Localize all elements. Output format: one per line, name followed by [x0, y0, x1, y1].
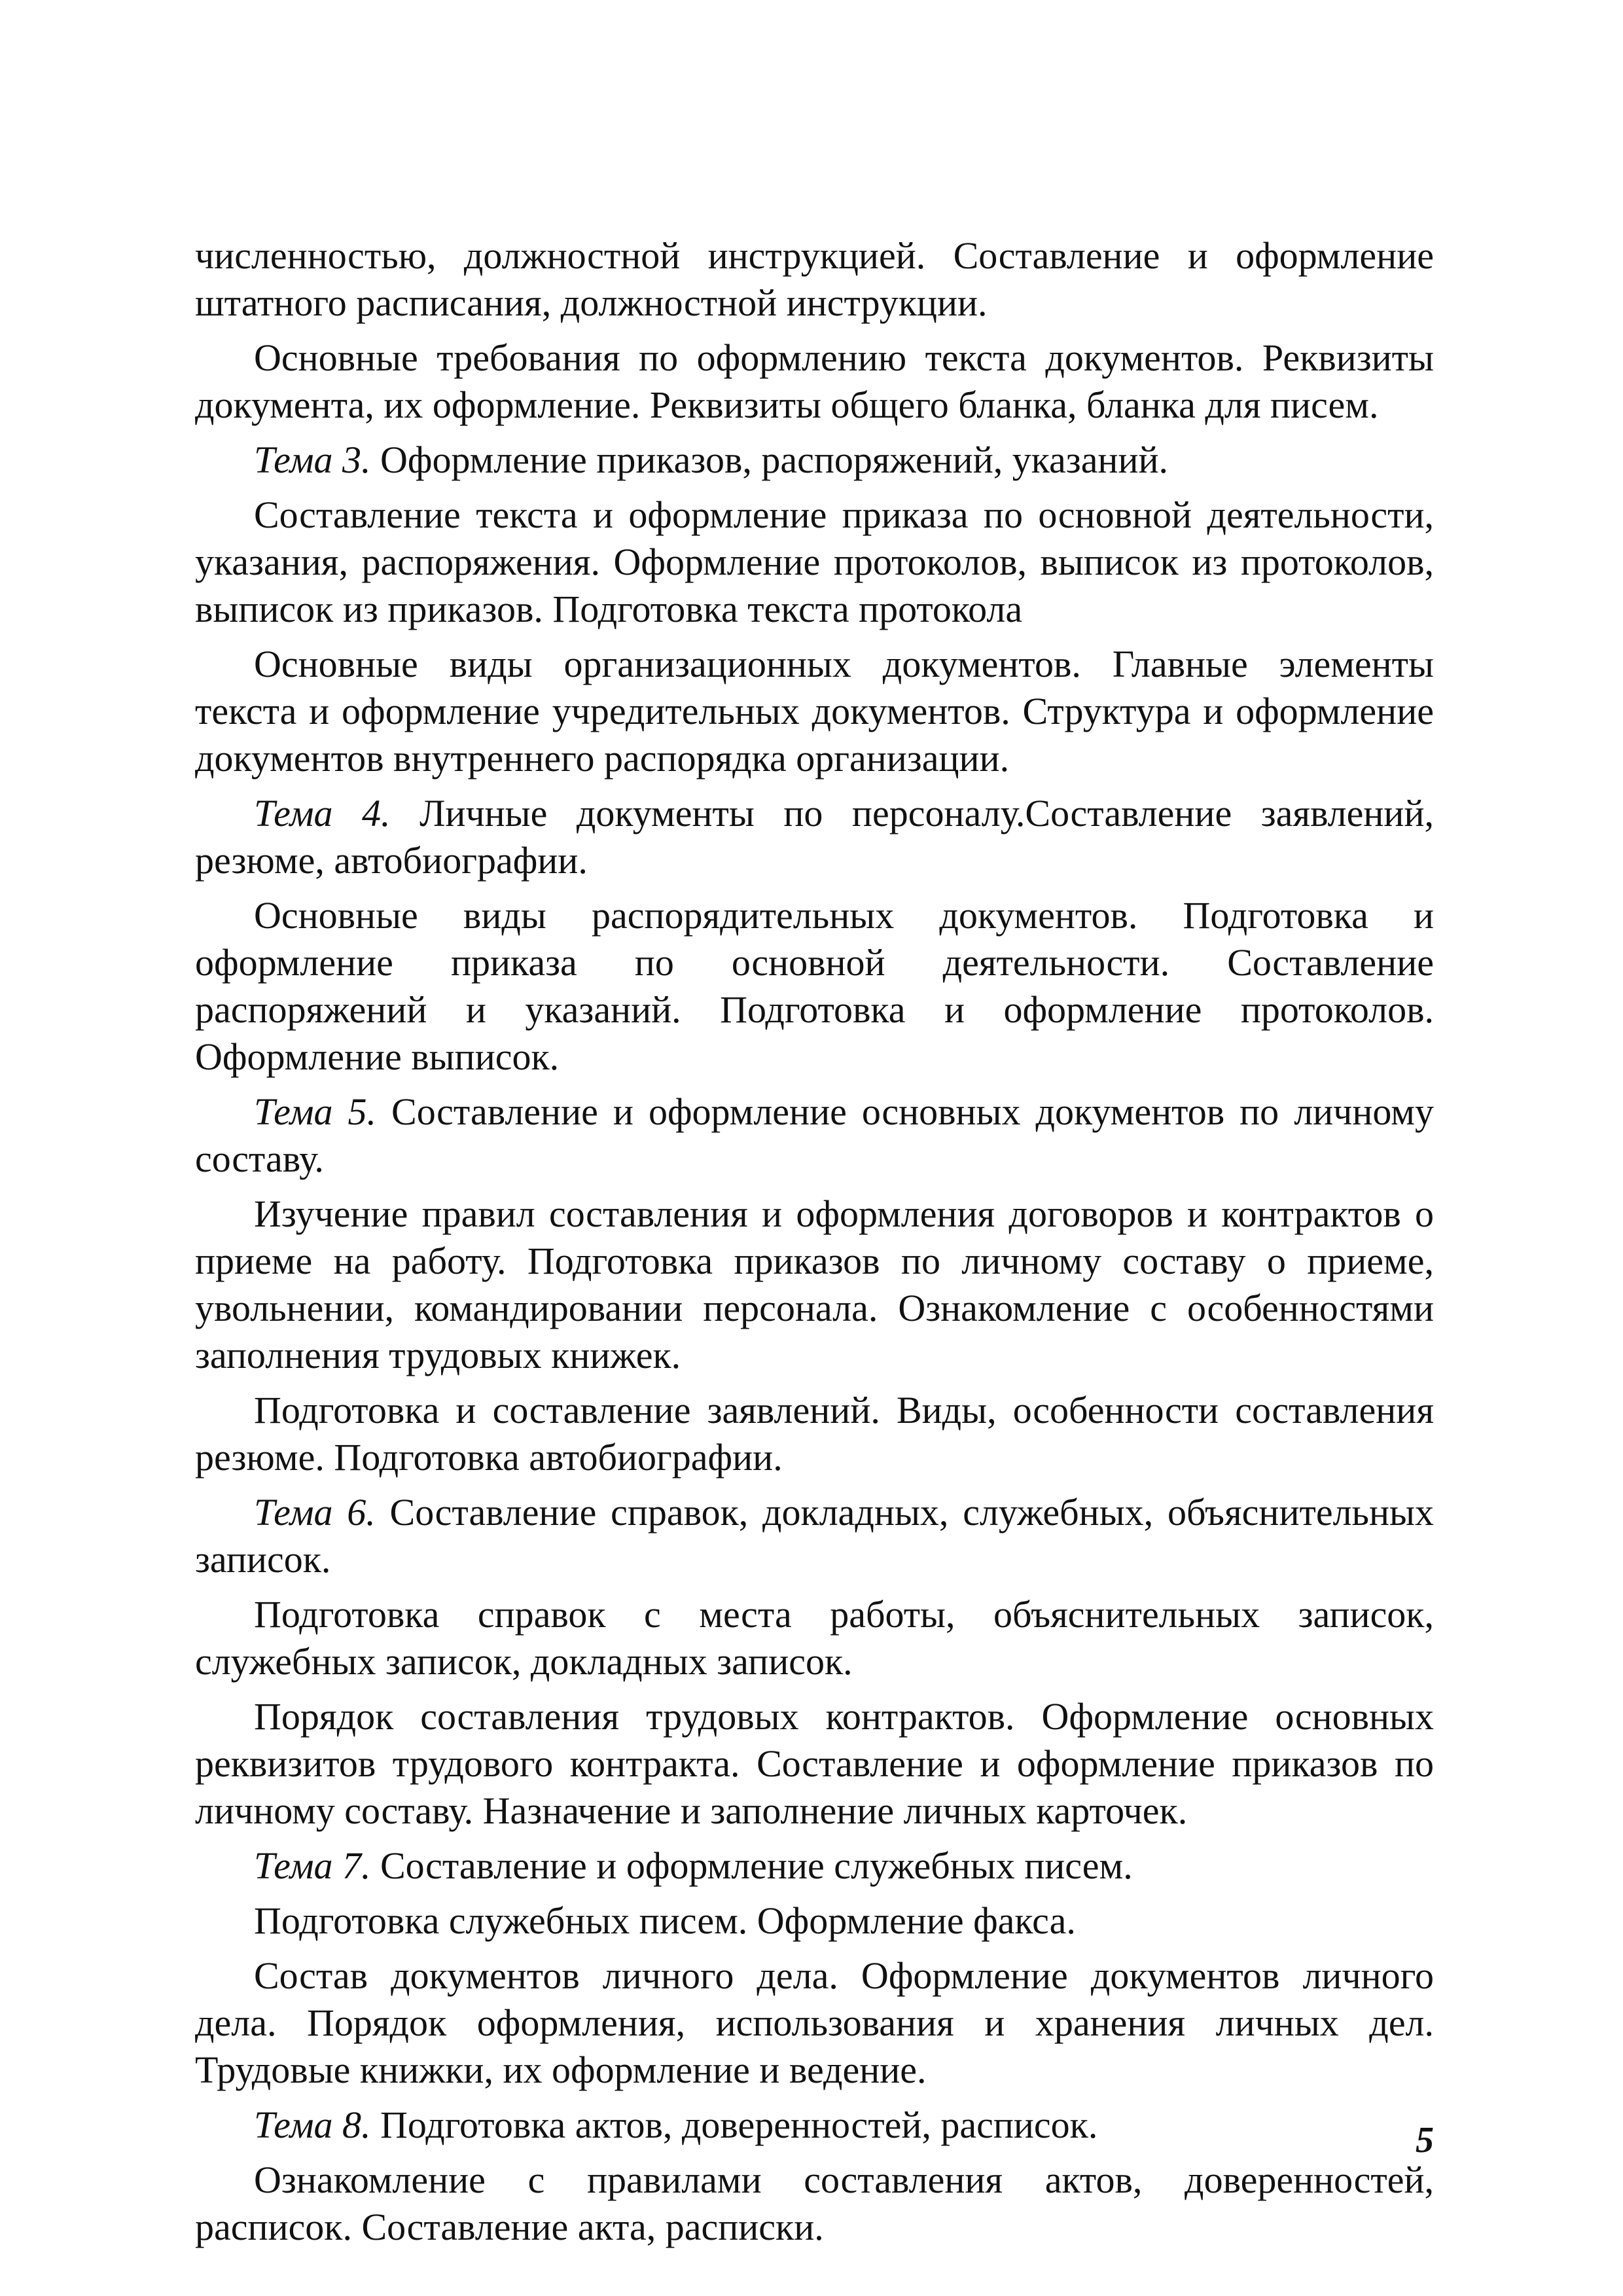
page-number: 5	[1416, 2120, 1434, 2161]
paragraph-4-text: Составление текста и оформление приказа по основной деятельности, указания, распоряжения. Оформление протоколов, выписок из протоколов, выписок из приказов. Подготовка текста протокола	[195, 493, 1434, 630]
theme-5-heading	[195, 1088, 1434, 1183]
theme-5-title: Составление и оформление основных документов по личному составу.	[195, 1090, 1434, 1180]
paragraph-10	[195, 1387, 1434, 1481]
paragraph-15	[195, 1897, 1434, 1945]
theme-3-label: Тема 3.	[254, 439, 371, 481]
paragraph-16	[195, 1952, 1434, 2094]
paragraph-13	[195, 1693, 1434, 1835]
theme-6-heading	[195, 1489, 1434, 1583]
paragraph-7-text: Основные виды распорядительных документов. Подготовка и оформление приказа по основной деятельности. Составление распоряжений и указаний. Подготовка и оформление протоколов. Оформление выписок.	[195, 894, 1434, 1078]
theme-6-label: Тема 6.	[254, 1491, 376, 1534]
theme-7-title: Составление и оформление служебных писем.	[370, 1844, 1133, 1887]
theme-7-heading	[195, 1842, 1434, 1890]
theme-4-heading	[195, 790, 1434, 884]
paragraph-10-text: Подготовка и составление заявлений. Виды, особенности составления резюме. Подготовка автобиографии.	[195, 1389, 1434, 1479]
paragraph-16-text: Состав документов личного дела. Оформление документов личного дела. Порядок оформления, использования и хранения личных дел. Трудовые книжки, их оформление и ведение.	[195, 1954, 1434, 2091]
theme-3-heading	[195, 437, 1434, 484]
theme-8-title: Подготовка актов, доверенностей, расписок.	[370, 2104, 1098, 2146]
paragraph-1-text: численностью, должностной инструкцией. Составление и оформление штатного расписания, должностной инструкции.	[195, 234, 1434, 324]
theme-8-heading	[195, 2102, 1434, 2149]
paragraph-1	[195, 232, 1434, 327]
paragraph-7	[195, 892, 1434, 1081]
theme-5-label: Тема 5.	[254, 1090, 377, 1133]
paragraph-5	[195, 641, 1434, 782]
paragraph-9-text: Изучение правил составления и оформления договоров и контрактов о приеме на работу. Подготовка приказов по личному составу о приеме, увольнении, командировании персонала. Ознакомление с особенностями заполнения трудовых книжек.	[195, 1193, 1434, 1376]
paragraph-13-text: Порядок составления трудовых контрактов. Оформление основных реквизитов трудового контракта. Составление и оформление приказов по личному составу. Назначение и заполнение личных карточек.	[195, 1695, 1434, 1832]
paragraph-15-text: Подготовка служебных писем. Оформление факса.	[254, 1899, 1076, 1942]
theme-8-label: Тема 8.	[254, 2104, 371, 2146]
paragraph-12	[195, 1591, 1434, 1685]
theme-4-title: Личные документы по персоналу.Составление заявлений, резюме, автобиографии.	[195, 792, 1434, 882]
paragraph-2-text: Основные требования по оформлению текста документов. Реквизиты документа, их оформление. Реквизиты общего бланка, бланка для писем.	[195, 336, 1434, 426]
paragraph-2	[195, 334, 1434, 429]
paragraph-18	[195, 2157, 1434, 2251]
paragraph-4	[195, 492, 1434, 633]
paragraph-18-text: Ознакомление с правилами составления актов, доверенностей, расписок. Составление акта, расписки.	[195, 2159, 1434, 2248]
theme-7-label: Тема 7.	[254, 1844, 371, 1887]
document-body	[195, 232, 1434, 2259]
theme-3-title: Оформление приказов, распоряжений, указаний.	[370, 439, 1169, 481]
paragraph-9	[195, 1191, 1434, 1379]
paragraph-12-text: Подготовка справок с места работы, объяснительных записок, служебных записок, докладных записок.	[195, 1593, 1434, 1683]
theme-6-title: Составление справок, докладных, служебных, объяснительных записок.	[195, 1491, 1434, 1581]
paragraph-5-text: Основные виды организационных документов. Главные элементы текста и оформление учредительных документов. Структура и оформление документов внутреннего распорядка организации.	[195, 643, 1434, 780]
theme-4-label: Тема 4.	[254, 792, 391, 834]
